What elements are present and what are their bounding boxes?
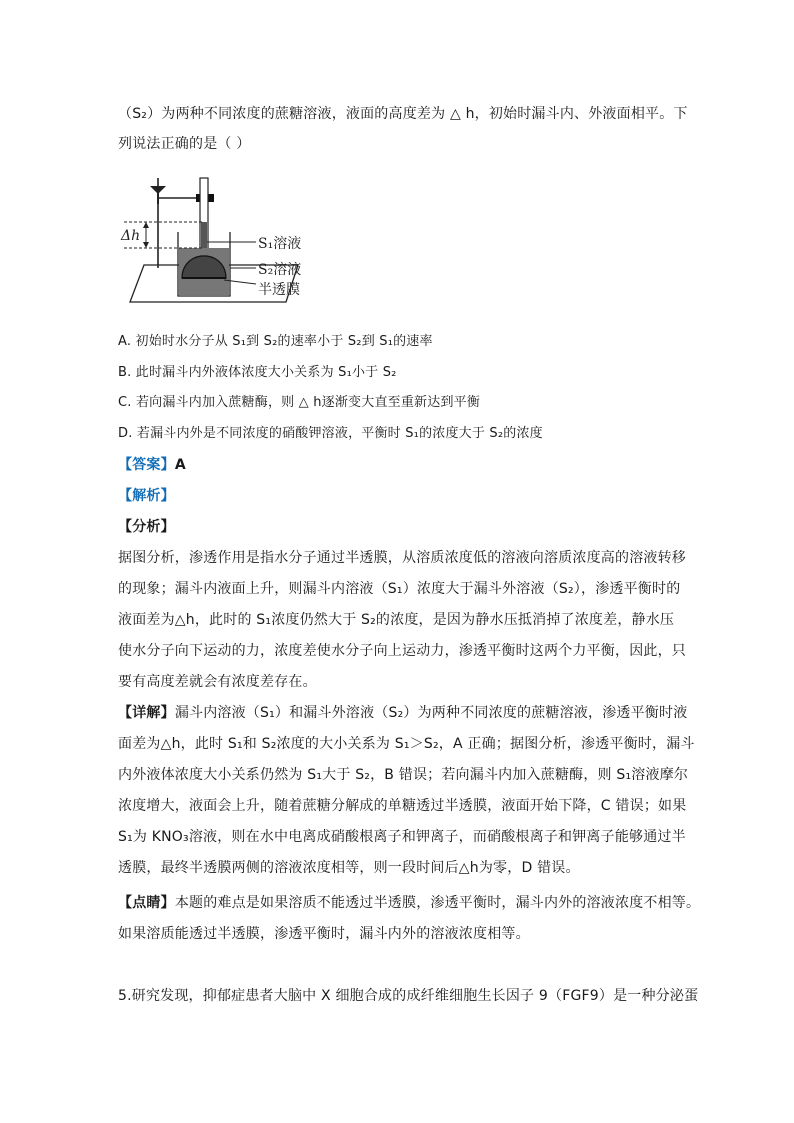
detail-tag: 【详解】 <box>118 705 175 721</box>
dianjing-line2: 如果溶质能透过半透膜，渗透平衡时，漏斗内外的溶液浓度相等。 <box>118 926 530 942</box>
fenxi-row <box>118 517 678 537</box>
option-d: D. 若漏斗内外是不同浓度的硝酸钾溶液，平衡时 S₁的浓度大于 S₂的浓度 <box>118 426 543 441</box>
fenxi-line2: 的现象；漏斗内液面上升，则漏斗内溶液（S₁）浓度大于漏斗外溶液（S₂），渗透平衡时的 <box>118 581 681 597</box>
dianjing-line1: 【点睛】本题的难点是如果溶质不能透过半透膜，渗透平衡时，漏斗内外的溶液浓度不相等。 <box>118 895 701 911</box>
fenxi-line5: 要有高度差就会有浓度差存在。 <box>118 674 317 690</box>
dianjing-tag: 【点睛】 <box>118 895 175 911</box>
membrane-label: 半透膜 <box>258 282 300 298</box>
detail-line5: S₁为 KNO₃溶液，则在水中电离成硝酸根离子和钾离子，而硝酸根离子和钾离子能够通过半 <box>118 829 686 845</box>
detail-line4: 浓度增大，液面会上升，随着蔗糖分解成的单糖透过半透膜，液面开始下降，C 错误；如果 <box>118 798 687 814</box>
delta-h-label: Δh <box>121 228 141 244</box>
detail-line2: 面差为△h，此时 S₁和 S₂浓度的大小关系为 S₁＞S₂，A 正确；据图分析，渗透平衡时，漏斗 <box>118 736 695 752</box>
analysis-row <box>118 486 678 506</box>
fenxi-tag: 【分析】 <box>118 519 175 535</box>
question-stem-line2: 列说法正确的是（ ） <box>118 136 251 152</box>
answer-tag: 【答案】 <box>118 457 175 473</box>
answer-value: A <box>174 457 186 473</box>
osmosis-figure <box>118 170 328 310</box>
option-b: B. 此时漏斗内外液体浓度大小关系为 S₁小于 S₂ <box>118 365 397 380</box>
detail-line3: 内外液体浓度大小关系仍然为 S₁大于 S₂，B 错误；若向漏斗内加入蔗糖酶，则 S₁溶液摩尔 <box>118 767 689 783</box>
detail-line6: 透膜，最终半透膜两侧的溶液浓度相等，则一段时间后△h为零，D 错误。 <box>118 860 580 876</box>
s2-label: S₂溶液 <box>258 262 302 278</box>
fenxi-line4: 使水分子向下运动的力，浓度差使水分子向上运动力，渗透平衡时这两个力平衡，因此，只 <box>118 643 686 659</box>
fenxi-line1: 据图分析，渗透作用是指水分子通过半透膜，从溶质浓度低的溶液向溶质浓度高的溶液转移 <box>118 550 686 566</box>
answer-row <box>118 455 678 475</box>
option-a: A. 初始时水分子从 S₁到 S₂的速率小于 S₂到 S₁的速率 <box>118 334 433 349</box>
question-stem-line1: （S₂）为两种不同浓度的蔗糖溶液，液面的高度差为 △ h，初始时漏斗内、外液面相平。下 <box>118 106 688 122</box>
analysis-tag: 【解析】 <box>118 488 175 504</box>
option-c: C. 若向漏斗内加入蔗糖酶，则 △ h逐渐变大直至重新达到平衡 <box>118 395 481 410</box>
next-question-line1: 5.研究发现，抑郁症患者大脑中 X 细胞合成的成纤维细胞生长因子 9（FGF9）是一种分泌蛋 <box>118 988 699 1004</box>
fenxi-line3: 液面差为△h，此时的 S₁浓度仍然大于 S₂的浓度，是因为静水压抵消掉了浓度差，静水压 <box>118 612 675 628</box>
s1-label: S₁溶液 <box>258 236 302 252</box>
detail-line1: 【详解】漏斗内溶液（S₁）和漏斗外溶液（S₂）为两种不同浓度的蔗糖溶液，渗透平衡时液 <box>118 705 688 721</box>
